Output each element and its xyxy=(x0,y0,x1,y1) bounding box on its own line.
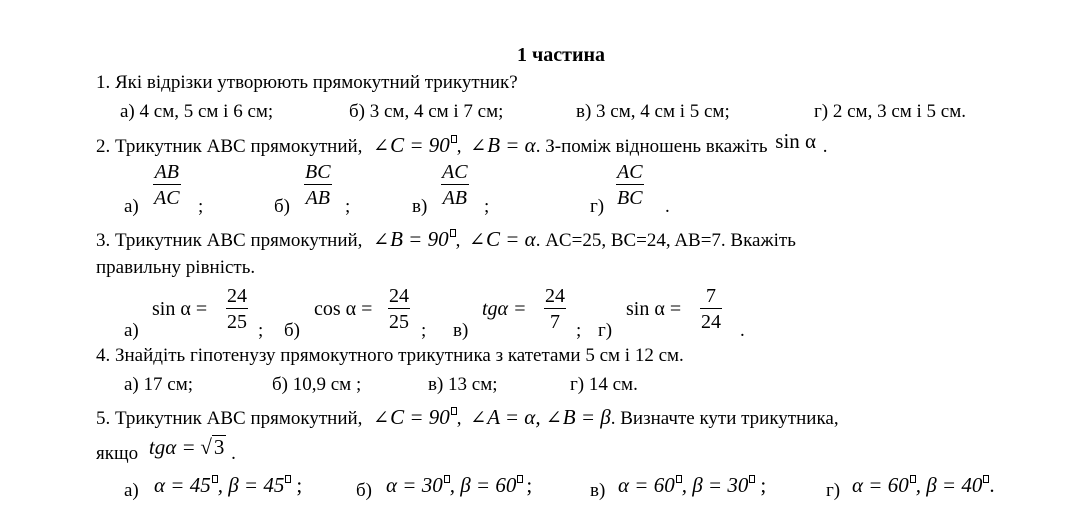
q5-option-a-values: α = 45 , β = 45 ; xyxy=(154,473,303,497)
q3-angle-b: ∠B = 90 xyxy=(373,227,455,251)
q2-option-d-label: г) xyxy=(590,196,605,217)
q2-option-b-fraction xyxy=(304,160,332,211)
fraction-numerator: 7 xyxy=(706,285,716,307)
fraction-denominator: 24 xyxy=(701,311,721,333)
question-2-line: 2. Трикутник АВС прямокутний, ∠C = 90 , ∠B = α. З-поміж відношень вкажіть sin α . xyxy=(96,129,828,157)
q5-angle-c: ∠C = 90 xyxy=(373,405,457,429)
q3-option-c-fn: tgα = xyxy=(482,298,527,320)
q3-option-a-label: а) xyxy=(124,320,139,341)
q3-option-c-fraction xyxy=(544,284,566,335)
q2-option-a-fraction xyxy=(153,160,181,211)
q2-option-d-fraction xyxy=(616,160,644,211)
section-title: 1 частина xyxy=(517,44,606,66)
q1-option-a: а) 4 см, 5 см і 6 см; xyxy=(120,101,274,122)
question-5-line: 5. Трикутник АВС прямокутний, ∠C = 90 , ∠A = α, ∠B = β. Визначте кути трикутника, xyxy=(96,405,839,429)
question-3-intro: 3. Трикутник АВС прямокутний, xyxy=(96,230,363,251)
fraction-denominator: AB xyxy=(305,187,330,209)
q1-option-d: г) 2 см, 3 см і 5 см. xyxy=(814,101,967,122)
question-5-line-2 xyxy=(96,435,236,465)
question-3-tail: . AC=25, BC=24, AB=7. Вкажіть xyxy=(535,230,796,251)
fraction-denominator: 25 xyxy=(389,311,409,333)
q3-option-a-fraction xyxy=(226,284,248,335)
fraction-numerator: 24 xyxy=(227,285,247,307)
question-2-tail: . З-поміж відношень вкажіть xyxy=(535,136,768,157)
q5-option-a-label: а) xyxy=(124,480,139,501)
fraction-numerator: BC xyxy=(305,161,331,183)
q5-sqrt-3: √3 xyxy=(200,435,225,459)
fraction-numerator: AC xyxy=(442,161,468,183)
q5-option-b-label: б) xyxy=(356,480,372,501)
question-3-line: 3. Трикутник АВС прямокутний, ∠B = 90 , ∠C = α. AC=25, BC=24, AB=7. Вкажіть xyxy=(96,227,796,251)
q1-option-c: в) 3 см, 4 см і 5 см; xyxy=(576,101,730,122)
q3-option-c-sep: ; xyxy=(576,320,582,341)
q3-option-b-label: б) xyxy=(284,320,300,341)
q3-option-b-sep: ; xyxy=(421,320,427,341)
q2-option-a-sep: ; xyxy=(198,196,204,217)
fraction-numerator: 24 xyxy=(545,285,565,307)
fraction-denominator: AC xyxy=(154,187,180,209)
q5-if-word: якщо xyxy=(96,443,139,464)
fraction-numerator: 24 xyxy=(389,285,409,307)
question-1-text: 1. Які відрізки утворюють прямокутний трикутник? xyxy=(96,72,518,93)
q3-option-b-fraction xyxy=(388,284,410,335)
q2-end-dot: . xyxy=(822,136,828,157)
q2-sin-alpha: sin α xyxy=(775,129,817,153)
q3-option-c-label: в) xyxy=(453,320,469,341)
q3-option-a-sep: ; xyxy=(258,320,264,341)
q5-end-dot: . xyxy=(231,443,236,464)
q3-option-d-label: г) xyxy=(598,320,613,341)
q4-option-d: г) 14 см. xyxy=(570,374,638,395)
q4-option-b: б) 10,9 см ; xyxy=(272,374,362,395)
q2-option-c-label: в) xyxy=(412,196,428,217)
q4-option-c: в) 13 см; xyxy=(428,374,498,395)
fraction-denominator: 7 xyxy=(550,311,560,333)
q2-angle-b: ∠B = α xyxy=(470,133,536,157)
q3-option-b-fn: cos α = xyxy=(314,298,373,320)
q5-option-d-values: α = 60 , β = 40 . xyxy=(852,473,995,497)
q2-option-b-sep: ; xyxy=(345,196,351,217)
question-5-intro: 5. Трикутник АВС прямокутний, xyxy=(96,408,363,429)
q3-angle-c: ∠C = α xyxy=(469,227,536,251)
q2-option-a-label: а) xyxy=(124,196,139,217)
q3-option-d-fraction xyxy=(700,284,722,335)
q5-angles: ∠A = α, ∠B = β xyxy=(470,405,611,429)
q5-option-d-label: г) xyxy=(826,480,841,501)
fraction-denominator: AB xyxy=(442,187,467,209)
question-3-line-2: правильну рівність. xyxy=(96,257,256,278)
q2-angle-c: ∠C = 90 xyxy=(373,133,457,157)
q1-option-b: б) 3 см, 4 см і 7 см; xyxy=(349,101,504,122)
q2-option-c-fraction xyxy=(441,160,469,211)
q5-option-c-label: в) xyxy=(590,480,606,501)
q5-option-c-values: α = 60 , β = 30 ; xyxy=(618,473,767,497)
fraction-numerator: AC xyxy=(617,161,643,183)
q5-option-b-values: α = 30 , β = 60 ; xyxy=(386,473,533,497)
question-5-tail: . Визначте кути трикутника, xyxy=(610,408,839,429)
fraction-denominator: BC xyxy=(617,187,643,209)
question-4-text: 4. Знайдіть гіпотенузу прямокутного трикутника з катетами 5 см і 12 см. xyxy=(96,345,684,366)
q3-option-a-fn: sin α = xyxy=(152,298,208,320)
q3-option-d-sep: . xyxy=(740,320,745,341)
q2-option-b-label: б) xyxy=(274,196,290,217)
fraction-denominator: 25 xyxy=(227,311,247,333)
q2-option-c-sep: ; xyxy=(484,196,490,217)
q2-option-d-sep: . xyxy=(665,196,670,217)
question-2-intro: 2. Трикутник АВС прямокутний, xyxy=(96,136,363,157)
q3-option-d-fn: sin α = xyxy=(626,298,682,320)
q4-option-a: а) 17 см; xyxy=(124,374,193,395)
q5-tg-alpha: tgα = xyxy=(148,435,196,459)
fraction-numerator: AB xyxy=(154,161,179,183)
